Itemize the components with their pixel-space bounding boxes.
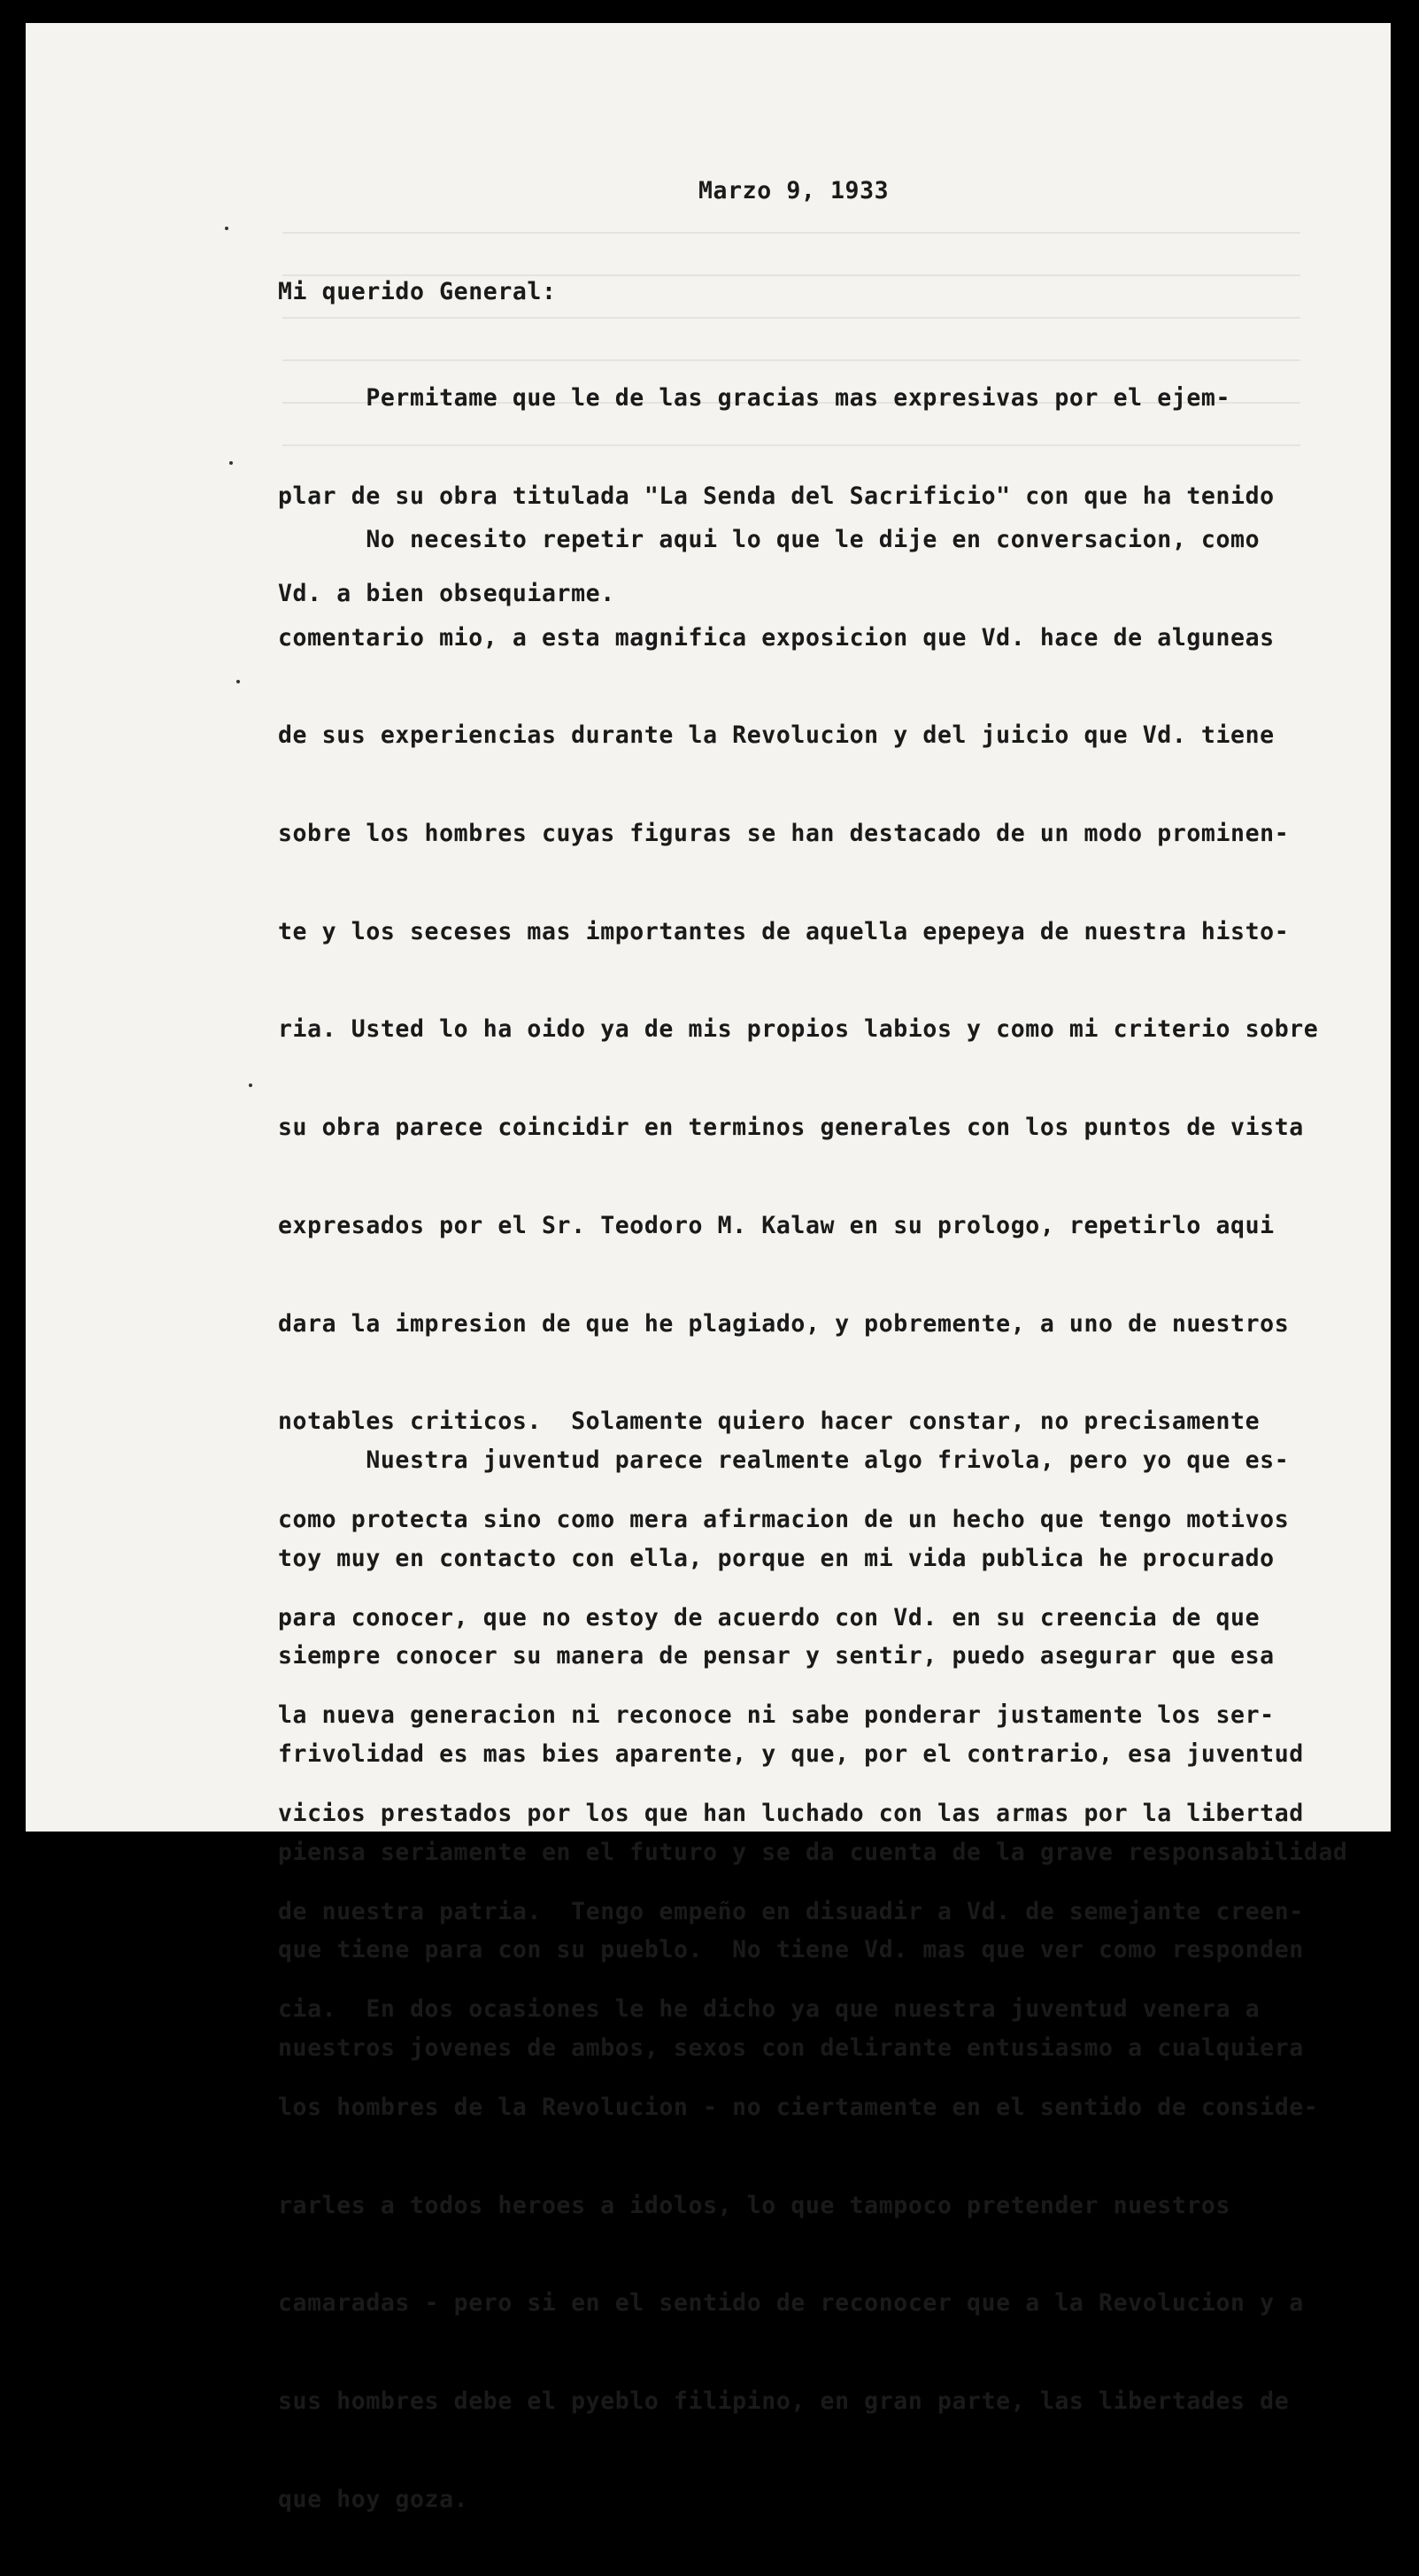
text-line: que tiene para con su pueblo. No tiene Vd. mas que ver como responden bbox=[278, 1936, 1304, 1964]
text-line: nuestros jovenes de ambos, sexos con delirante entusiasmo a cualquiera bbox=[278, 2034, 1304, 2063]
text-line: sobre los hombres cuyas figuras se han destacado de un modo prominen- bbox=[278, 820, 1290, 848]
paper-speck bbox=[249, 1084, 252, 1087]
text-line: Vd. a bien obsequiarme. bbox=[278, 580, 615, 608]
text-line: como protecta sino como mera afirmacion de un hecho que tengo motivos bbox=[278, 1505, 1290, 1533]
paper-speck bbox=[229, 461, 233, 465]
text-line: la nueva generacion ni reconoce ni sabe ponderar justamente los ser- bbox=[278, 1701, 1275, 1730]
text-line: plar de su obra titulada "La Senda del Sacrificio" con que ha tenido bbox=[278, 482, 1275, 510]
text-line: piensa seriamente en el futuro y se da cuenta de la grave responsabilidad bbox=[278, 1838, 1348, 1866]
text-line: siempre conocer su manera de pensar y sentir, puedo asegurar que esa bbox=[278, 1642, 1275, 1670]
text-line: te y los seceses mas importantes de aquella epepeya de nuestra histo- bbox=[278, 917, 1290, 945]
text-line: Nuestra juventud parece realmente algo frivola, pero yo que es- bbox=[278, 1446, 1290, 1474]
paper-speck bbox=[236, 680, 240, 683]
text-line: que hoy goza. bbox=[278, 2485, 469, 2513]
text-line: rarles a todos heroes a idolos, lo que tampoco pretender nuestros bbox=[278, 2191, 1231, 2219]
paragraph-3 bbox=[278, 1384, 1367, 2125]
salutation: Mi querido General: bbox=[278, 278, 557, 305]
text-line: sus hombres debe el pyeblo filipino, en gran parte, las libertades de bbox=[278, 2387, 1290, 2416]
text-line: notables criticos. Solamente quiero hacer constar, no precisamente bbox=[278, 1408, 1261, 1436]
text-line: No necesito repetir aqui lo que le dije en conversacion, como bbox=[278, 526, 1261, 553]
paper-speck bbox=[225, 227, 228, 230]
text-line: frivolidad es mas bies aparente, y que, por el contrario, esa juventud bbox=[278, 1740, 1304, 1769]
text-line: comentario mio, a esta magnifica exposicion que Vd. hace de alguneas bbox=[278, 623, 1275, 652]
text-line: cia. En dos ocasiones le he dicho ya que nuestra juventud venera a bbox=[278, 1995, 1261, 2024]
text-line: toy muy en contacto con ella, porque en mi vida publica he procurado bbox=[278, 1544, 1275, 1572]
letter-date: Marzo 9, 1933 bbox=[698, 177, 890, 204]
text-line: vicios prestados por los que han luchado con las armas por la libertad bbox=[278, 1799, 1304, 1827]
text-line: de nuestra patria. Tengo empeño en disuadir a Vd. de semejante creen- bbox=[278, 1897, 1304, 1925]
text-line: para conocer, que no estoy de acuerdo con Vd. en su creencia de que bbox=[278, 1603, 1261, 1631]
text-line: de sus experiencias durante la Revolucion y del juicio que Vd. tiene bbox=[278, 721, 1275, 750]
text-line: ria. Usted lo ha oido ya de mis propios labios y como mi criterio sobre bbox=[278, 1015, 1319, 1044]
text-line: los hombres de la Revolucion - no ciertamente en el sentido de conside- bbox=[278, 2094, 1319, 2121]
letter-page bbox=[26, 23, 1391, 2513]
text-line: dara la impresion de que he plagiado, y pobremente, a uno de nuestros bbox=[278, 1309, 1290, 1338]
text-line: expresados por el Sr. Teodoro M. Kalaw en su prologo, repetirlo aqui bbox=[278, 1211, 1275, 1239]
text-line: su obra parece coincidir en terminos generales con los puntos de vista bbox=[278, 1114, 1304, 1142]
text-line: Permitame que le de las gracias mas expresivas por el ejem- bbox=[278, 384, 1231, 412]
text-line: camaradas - pero si en el sentido de reconocer que a la Revolucion y a bbox=[278, 2289, 1304, 2318]
